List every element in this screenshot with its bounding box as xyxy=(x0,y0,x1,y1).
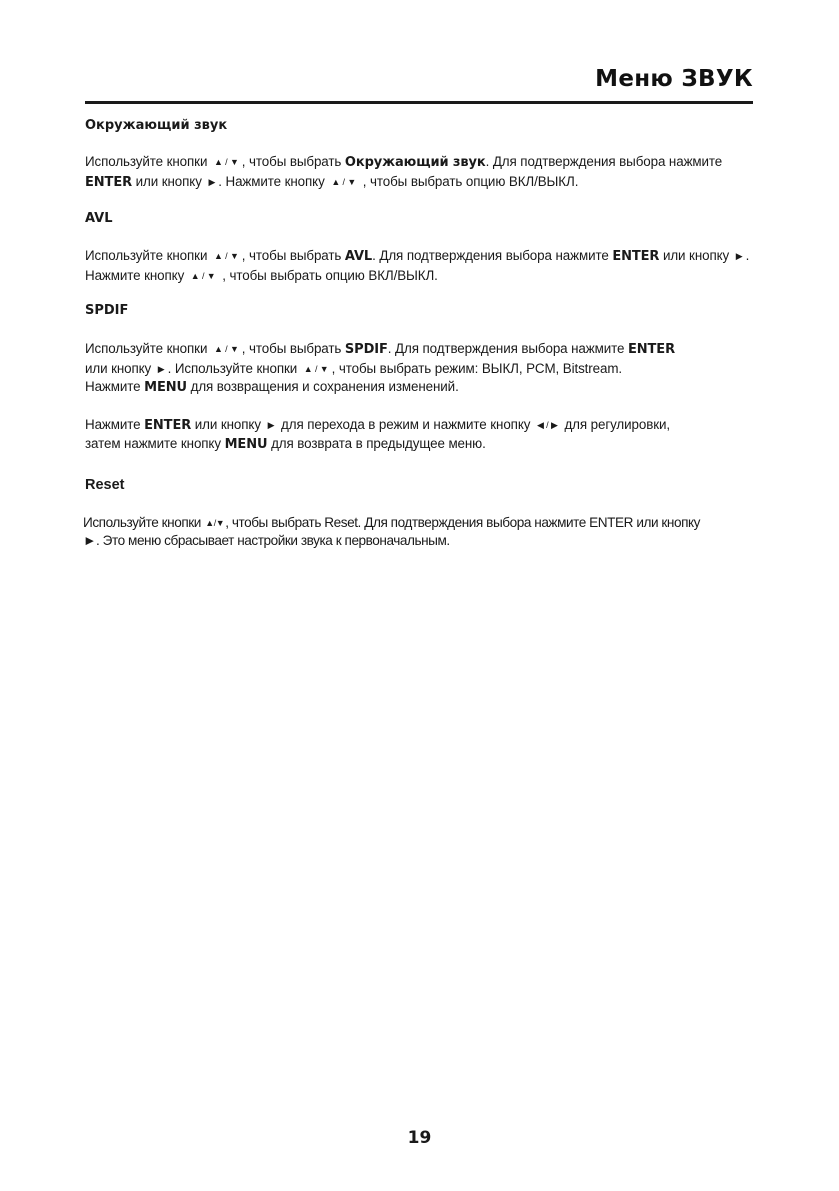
text: , чтобы выбрать опцию ВКЛ/ВЫКЛ. xyxy=(362,173,579,189)
text: Нажмите xyxy=(85,416,141,432)
right-arrow-icon: ▶ xyxy=(157,363,165,374)
up-down-arrows-icon: ▲ / ▼ xyxy=(213,344,239,354)
section-heading: Reset xyxy=(85,477,125,493)
text: . Для подтверждения выбора нажмите xyxy=(485,154,723,169)
section-heading: SPDIF xyxy=(85,303,129,318)
section-paragraph xyxy=(85,340,755,398)
section-surround xyxy=(85,118,755,192)
text: , чтобы выбрать xyxy=(241,154,342,169)
text: Используйте кнопки xyxy=(85,154,208,169)
text: Нажмите xyxy=(85,379,141,394)
text: Используйте кнопки xyxy=(83,515,201,530)
bold-term: ENTER xyxy=(627,342,676,357)
text: для перехода в режим и нажмите кнопку xyxy=(281,416,531,432)
bold-term: ENTER xyxy=(144,417,192,433)
text: для возвращения и сохранения изменений. xyxy=(190,379,459,394)
section-avl xyxy=(85,211,755,285)
up-down-arrows-icon: ▲ / ▼ xyxy=(213,157,239,167)
up-down-arrows-icon: ▲ / ▼ xyxy=(303,363,329,374)
text: , чтобы выбрать xyxy=(241,341,342,356)
right-arrow-icon: ▶ xyxy=(208,176,216,187)
text: . Для подтверждения выбора нажмите xyxy=(387,341,625,356)
bold-term: SPDIF xyxy=(344,342,388,357)
text: , чтобы выбрать Reset. Для подтверждения выбора нажмите ENTER или кнопку xyxy=(225,515,700,530)
right-arrow-icon: ► xyxy=(83,533,97,548)
text: . Это меню сбрасывает настройки звука к первоначальным. xyxy=(96,533,450,548)
section-spdif xyxy=(85,303,755,455)
text: . Используйте кнопки xyxy=(167,360,298,376)
text: . Нажмите кнопку xyxy=(218,173,325,189)
text: или кнопку xyxy=(85,360,152,376)
section-paragraph-2 xyxy=(85,416,755,455)
bold-term: MENU xyxy=(144,380,187,395)
text: для возврата в предыдущее меню. xyxy=(271,436,486,451)
bold-term: ENTER xyxy=(85,174,133,190)
text: . Для подтверждения выбора нажмите xyxy=(372,248,609,263)
section-reset xyxy=(85,477,755,550)
text: , чтобы выбрать режим: ВЫКЛ, PCM, Bitstream. xyxy=(331,360,623,376)
page-title: Меню ЗВУК xyxy=(595,66,753,92)
text: . Нажмите кнопку xyxy=(85,248,750,283)
section-heading: AVL xyxy=(85,211,113,226)
section-paragraph xyxy=(83,514,755,550)
up-down-arrows-icon: ▲ / ▼ xyxy=(331,176,357,187)
text: , чтобы выбрать xyxy=(241,248,342,263)
text: для регулировки, xyxy=(564,416,670,432)
right-arrow-icon: ▶ xyxy=(735,251,743,261)
text: или кнопку xyxy=(662,248,730,263)
up-down-arrows-icon: ▲/▼ xyxy=(205,518,225,528)
text: Используйте кнопки xyxy=(85,341,208,356)
section-paragraph xyxy=(85,247,755,285)
text: или кнопку xyxy=(194,416,261,432)
text: , чтобы выбрать опцию ВКЛ/ВЫКЛ. xyxy=(222,267,438,283)
section-heading: Окружающий звук xyxy=(85,118,228,133)
title-rule xyxy=(85,101,753,104)
text: затем нажмите кнопку xyxy=(85,436,221,451)
up-down-arrows-icon: ▲ / ▼ xyxy=(213,251,239,261)
bold-term: AVL xyxy=(344,249,373,264)
bold-term: ENTER xyxy=(612,249,660,264)
up-down-arrows-icon: ▲ / ▼ xyxy=(190,270,216,281)
text: или кнопку xyxy=(135,173,202,189)
bold-term: MENU xyxy=(224,437,268,452)
left-right-arrows-icon: ◀ / ▶ xyxy=(536,419,558,430)
page-number: 19 xyxy=(407,1128,432,1148)
section-paragraph xyxy=(85,153,755,192)
text: Используйте кнопки xyxy=(85,248,208,263)
bold-term: Окружающий звук xyxy=(344,155,486,170)
right-arrow-icon: ▶ xyxy=(267,419,275,430)
